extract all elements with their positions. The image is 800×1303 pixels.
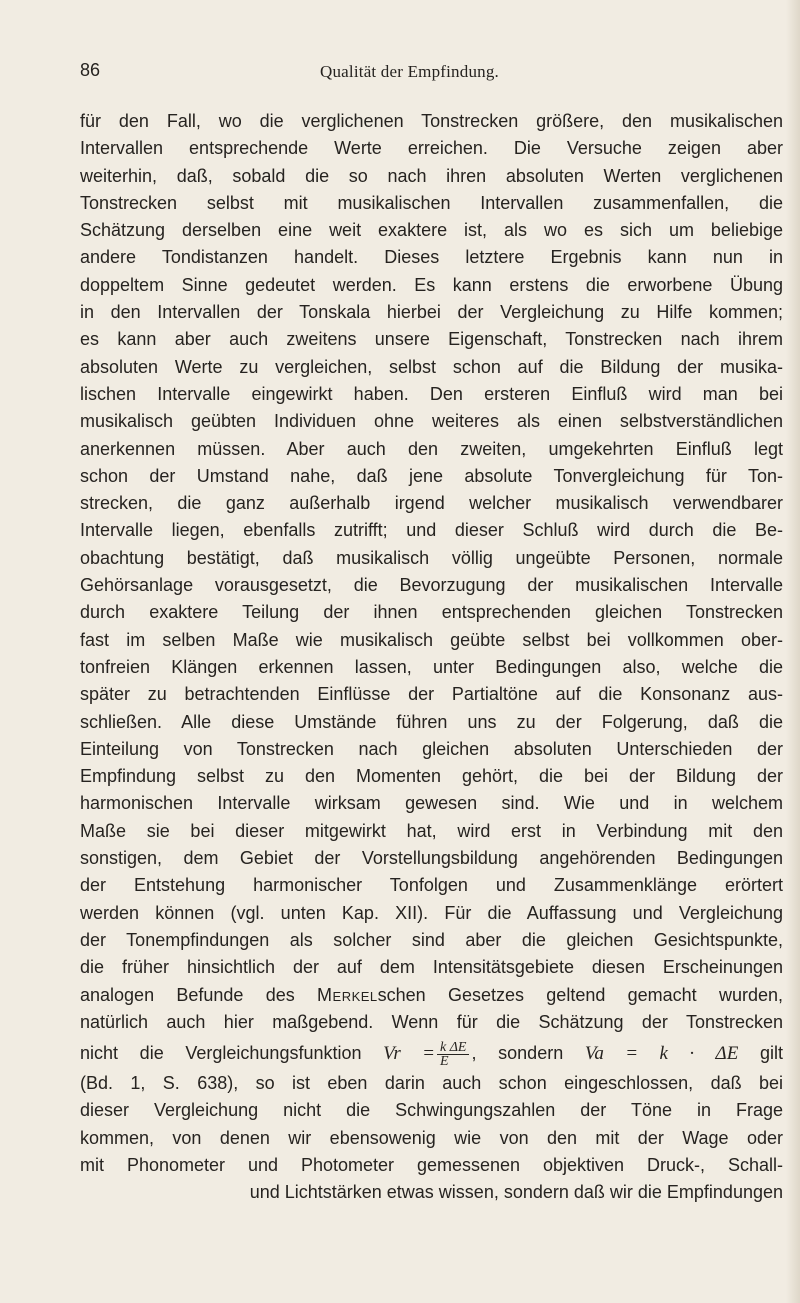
text-line: sonstigen, dem Gebiet der Vorstellungsbildung angehörenden Bedingungen (80, 848, 783, 869)
text-line: es kann aber auch zweitens unsere Eigenschaft, Tonstrecken nach ihrem (80, 329, 783, 350)
page-edge-shadow (786, 0, 800, 1303)
text-line: und Lichtstärken etwas wissen, sondern daß wir die Empfindungen (249, 1182, 783, 1203)
text-line: dieser Vergleichung nicht die Schwingungszahlen der Töne in Frage (80, 1100, 783, 1121)
merkel-after: schen Gesetzes geltend gemacht wurden, (377, 984, 783, 1005)
formula-line (80, 1036, 783, 1070)
text-line: tonfreien Klängen erkennen lassen, unter Bedingungen also, welche die (80, 656, 783, 677)
text-line: Tonstrecken selbst mit musikalischen Intervallen zusammenfallen, die (80, 192, 783, 213)
text-line: absoluten Werte zu vergleichen, selbst schon auf die Bildung der musika- (80, 356, 783, 377)
text-line: mit Phonometer und Photometer gemessenen objektiven Druck-, Schall- (80, 1154, 783, 1175)
formula-vr-lhs: Vr = (383, 1043, 435, 1065)
formula-middle: sondern (476, 1043, 585, 1064)
text-line: schließen. Alle diese Umstände führen uns zu der Folgerung, daß die (80, 711, 783, 732)
text-line: Einteilung von Tonstrecken nach gleichen absoluten Unterschieden der (80, 738, 783, 759)
text-line: fast im selben Maße wie musikalisch geübte selbst bei vollkommen ober- (80, 629, 783, 650)
text-line: die früher hinsichtlich der auf dem Intensitätsgebiete diesen Erscheinungen (80, 957, 783, 978)
text-line: durch exaktere Teilung der ihnen entsprechenden gleichen Tonstrecken (80, 602, 783, 623)
text-line: kommen, von denen wir ebensowenig wie von den mit der Wage oder (80, 1127, 783, 1148)
formula-after: gilt (738, 1043, 783, 1064)
text-line: der Tonempfindungen als solcher sind aber die gleichen Gesichtspunkte, (80, 929, 783, 950)
text-line: schon der Umstand nahe, daß jene absolute Tonvergleichung für Ton- (80, 465, 783, 486)
page-header (80, 60, 760, 86)
text-line: Intervallen entsprechende Werte erreichen. Die Versuche zeigen aber (80, 138, 783, 159)
formula-vr-denominator: E (440, 1053, 449, 1069)
text-line: (Bd. 1, S. 638), so ist eben darin auch schon eingeschlossen, daß bei (80, 1073, 783, 1094)
merkel-before: analogen Befunde des (80, 984, 318, 1005)
text-line: musikalisch geübten Individuen ohne weiteres als einen selbstverständlichen (80, 411, 783, 432)
text-line: natürlich auch hier maßgebend. Wenn für die Schätzung der Tonstrecken (80, 1011, 783, 1032)
text-line: weiterhin, daß, sobald die so nach ihren absoluten Werten verglichenen (80, 165, 783, 186)
text-line: später zu betrachtenden Einflüsse der Partialtöne auf die Konsonanz aus- (80, 684, 783, 705)
formula-before: nicht die Vergleichungsfunktion (80, 1043, 384, 1064)
text-line: werden können (vgl. unten Kap. XII). Für die Auffassung und Vergleichung (80, 902, 783, 923)
text-line: anerkennen müssen. Aber auch den zweiten, umgekehrten Einfluß legt (80, 438, 783, 459)
text-line: Empfindung selbst zu den Momenten gehört, die bei der Bildung der (80, 766, 783, 787)
text-line: obachtung bestätigt, daß musikalisch völlig ungeübte Personen, normale (80, 547, 783, 568)
formula-vr-numerator: k ΔE (437, 1041, 469, 1055)
text-line: doppeltem Sinne gedeutet werden. Es kann erstens die erworbene Übung (80, 274, 783, 295)
text-line: andere Tondistanzen handelt. Dieses letztere Ergebnis kann nun in (80, 247, 783, 268)
running-title: Qualität der Empfindung. (320, 62, 500, 81)
text-line: harmonischen Intervalle wirksam gewesen sind. Wie und in welchem (80, 793, 783, 814)
text-line-merkel (80, 982, 783, 1009)
text-line: strecken, die ganz außerhalb irgend welcher musikalisch verwendbarer (80, 493, 783, 514)
text-line: Schätzung derselben eine weit exaktere ist, als wo es sich um beliebige (80, 220, 783, 241)
text-line: Maße sie bei dieser mitgewirkt hat, wird erst in Verbindung mit den (80, 820, 783, 841)
text-line: für den Fall, wo die verglichenen Tonstrecken größere, den musikalischen (80, 111, 783, 131)
formula-vr-fraction (437, 1041, 469, 1068)
text-line: lischen Intervalle eingewirkt haben. Den ersteren Einfluß wird man bei (80, 383, 783, 404)
page-number: 86 (80, 60, 101, 80)
text-line: der Entstehung harmonischer Tonfolgen und Zusammenklänge erörtert (80, 875, 783, 896)
text-line: in den Intervallen der Tonskala hierbei der Vergleichung zu Hilfe kommen; (80, 302, 783, 323)
merkel-name: Merkel (317, 984, 378, 1005)
formula-va: Va = k · ΔE (584, 1043, 739, 1065)
text-line: Intervalle liegen, ebenfalls zutrifft; und dieser Schluß wird durch die Be- (80, 520, 783, 541)
body-text (80, 108, 783, 1207)
text-line: Gehörsanlage vorausgesetzt, die Bevorzugung der musikalischen Intervalle (80, 575, 783, 596)
formula-comma: , (471, 1043, 477, 1064)
